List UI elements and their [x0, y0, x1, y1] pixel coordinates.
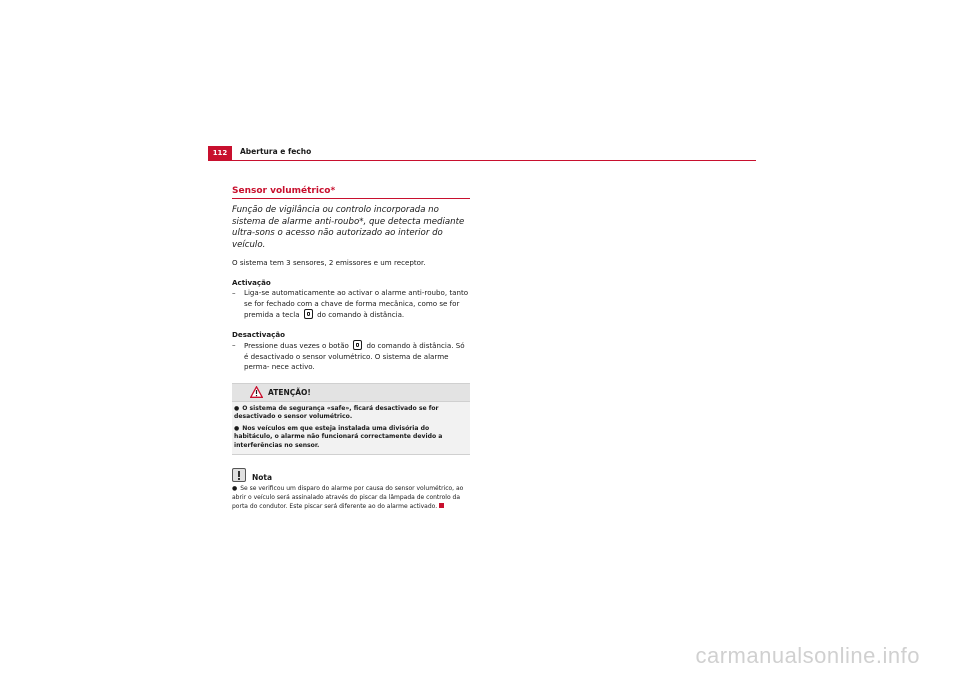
lock-key-icon: [304, 309, 313, 319]
watermark: carmanualsonline.info: [695, 643, 920, 668]
warning-text: O sistema de segurança «safe», ficará desactivado se for desactivado o sensor volumétrico.: [234, 404, 439, 421]
info-note-icon: [232, 468, 246, 482]
bullet-icon: ●: [234, 404, 240, 412]
step-dash: –: [232, 288, 236, 297]
lock-key-icon: [353, 340, 362, 350]
section-intro: Função de vigilância ou controlo incorporada no sistema de alarme anti-roubo*, que detecta mediante ultra-sons o acesso não autorizado ao interior do veículo.: [232, 205, 465, 250]
header-rule: [208, 160, 756, 161]
warning-item: [234, 405, 468, 422]
note-title: Nota: [252, 473, 273, 483]
chapter-title: Abertura e fecho: [240, 147, 312, 156]
activation-step: [232, 288, 470, 321]
bullet-icon: ●: [232, 485, 238, 493]
bullet-icon: ●: [234, 424, 240, 432]
section-rule: [232, 198, 470, 199]
warning-body: [232, 402, 470, 455]
deactivation-step: [232, 340, 470, 373]
note-body: Se se verificou um disparo do alarme por causa do sensor volumétrico, ao abrir o veículo será assinalado através do piscar da lâmpada de controlo da porta do condutor. Este piscar será diferente ao do alarme activado.: [232, 485, 464, 511]
warning-box: [232, 383, 470, 456]
warning-title: ATENÇÃO!: [268, 387, 311, 397]
activation-heading: Activação: [232, 277, 271, 287]
warning-text: Nos veículos em que esteja instalada uma divisória do habitáculo, o alarme não funcionará correctamente devido a interferências no sensor.: [234, 424, 443, 449]
deactivation-text-2: do comando à distância. Só é desactivado o sensor volumétrico. O sistema de alarme perma- nece activo.: [244, 341, 465, 371]
activation-text-2: do comando à distância.: [317, 310, 405, 319]
note-text: [232, 485, 470, 511]
section-title: Sensor volumétrico*: [232, 186, 336, 196]
warning-item: [234, 425, 468, 451]
page-header: [208, 146, 756, 162]
page-number: 112: [208, 146, 232, 160]
warning-triangle-icon: [250, 386, 263, 398]
deactivation-heading: Desactivação: [232, 329, 286, 339]
activation-text-1: Liga-se automaticamente ao activar o alarme anti-roubo, tanto se for fechado com a chave de forma mecânica, como se for premida a tecla: [244, 288, 469, 319]
content-column: [232, 186, 470, 512]
note-box: [232, 466, 470, 511]
note-header: [232, 466, 470, 482]
warning-header: [232, 384, 470, 402]
end-mark-icon: [439, 503, 444, 508]
system-description: O sistema tem 3 sensores, 2 emissores e um receptor.: [232, 258, 426, 267]
deactivation-text-1: Pressione duas vezes o botão: [244, 341, 349, 350]
step-dash: –: [232, 340, 236, 349]
